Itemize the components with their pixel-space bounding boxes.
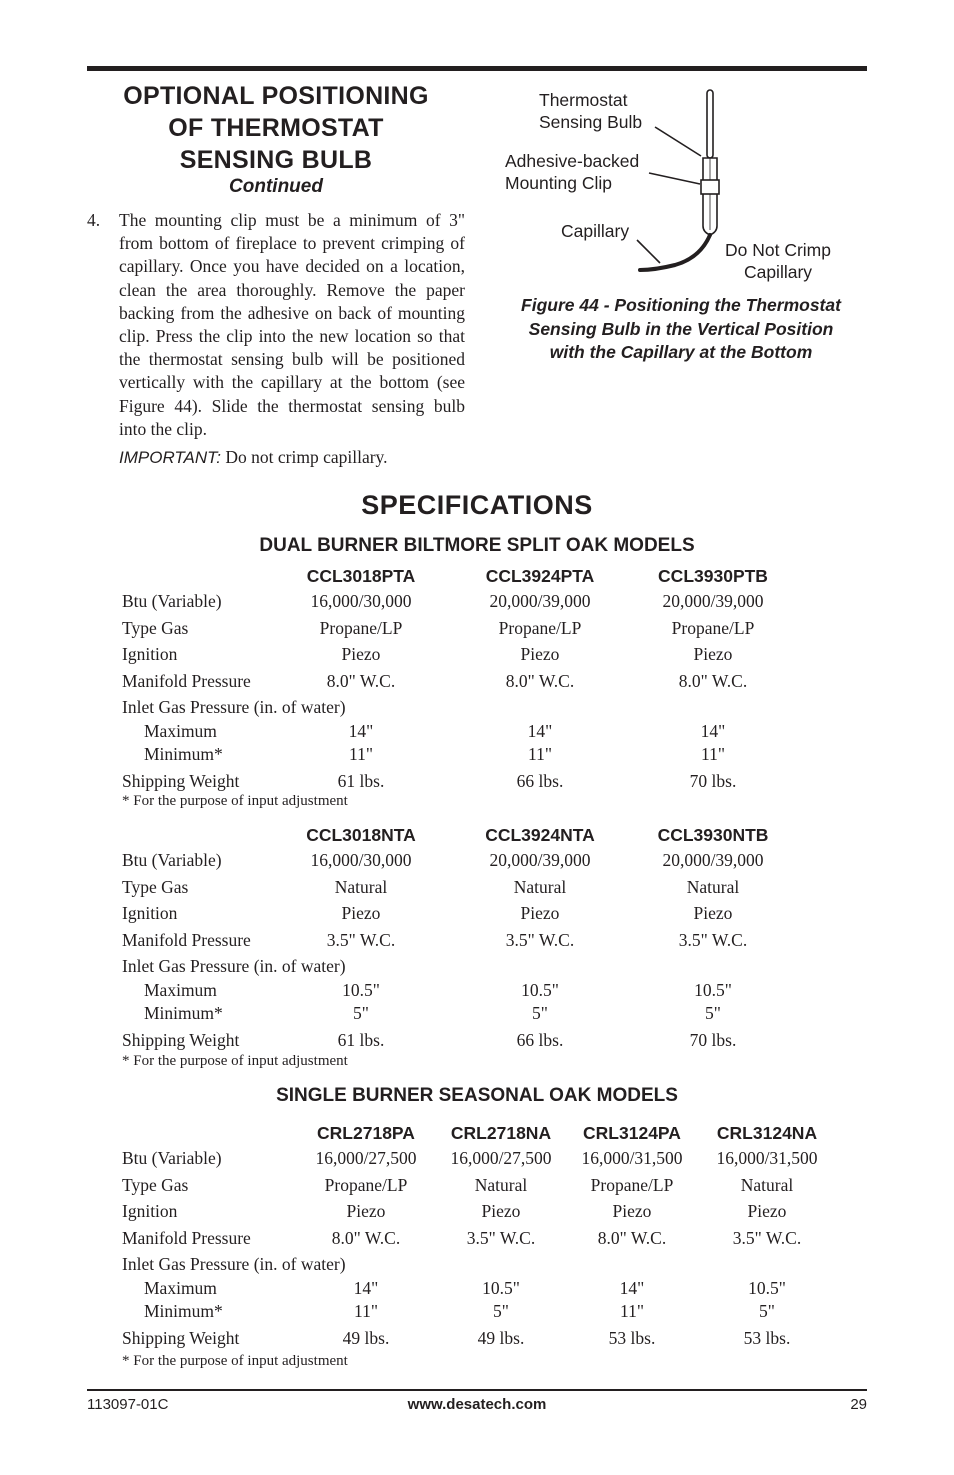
bulb-label-line: Thermostat <box>539 90 628 110</box>
table-cell: Piezo <box>693 903 733 923</box>
table-cell: 14" <box>348 720 374 741</box>
table-cell: 11" <box>620 1301 644 1321</box>
table-cell: 14" <box>353 1277 379 1298</box>
crimp-label <box>725 239 831 283</box>
table-cell: 14" <box>527 720 553 741</box>
capillary-leader-line <box>637 240 660 263</box>
model-name: CCL3018PTA <box>306 566 416 586</box>
website-link[interactable]: www.desatech.com <box>407 1396 547 1413</box>
model-name: CCL3018NTA <box>306 825 416 845</box>
model-name: CCL3930PTB <box>658 566 768 586</box>
spec-table-dual-propane <box>122 565 842 795</box>
row-label: Ignition <box>122 903 178 923</box>
row-label: Inlet Gas Pressure (in. of water) <box>122 697 346 717</box>
table-cell: 20,000/39,000 <box>662 850 764 870</box>
step-number: 4. <box>87 210 101 230</box>
clip-leader-line <box>649 173 700 184</box>
table-cell: 8.0" W.C. <box>505 670 575 691</box>
row-label: Maximum <box>144 1277 217 1298</box>
table-cell: 14" <box>700 720 726 741</box>
capillary-label: Capillary <box>561 221 630 241</box>
table-cell: 49 lbs. <box>342 1327 390 1348</box>
single-burner-title: SINGLE BURNER SEASONAL OAK MODELS <box>276 1085 678 1106</box>
instruction-step-4 <box>87 209 465 441</box>
footer-rule <box>87 1389 867 1391</box>
table-row <box>122 1146 842 1173</box>
table-cell: 8.0" W.C. <box>331 1227 401 1248</box>
crimp-label-line: Do Not Crimp <box>725 240 831 260</box>
table-cell: 16,000/30,000 <box>310 591 412 611</box>
table-cell: 8.0" W.C. <box>326 670 396 691</box>
model-name: CRL2718PA <box>317 1123 415 1143</box>
table-cell: 10.5" <box>748 1277 786 1298</box>
section-title-line: OF THERMOSTAT <box>168 114 384 142</box>
model-name: CRL3124NA <box>716 1123 818 1143</box>
table-row <box>122 669 842 696</box>
model-name: CRL3124PA <box>583 1123 681 1143</box>
model-name: CCL3924NTA <box>485 825 595 845</box>
table-row <box>122 928 842 955</box>
row-label: Btu (Variable) <box>122 850 222 870</box>
row-label: Shipping Weight <box>122 1327 240 1348</box>
bulb-label-line: Sensing Bulb <box>539 112 643 132</box>
clip-label-line: Mounting Clip <box>505 173 612 193</box>
table-cell: 3.5" W.C. <box>505 929 575 950</box>
model-header-row <box>122 1122 842 1146</box>
table-cell: Piezo <box>747 1201 787 1221</box>
row-label: Type Gas <box>122 617 189 638</box>
row-label: Maximum <box>144 979 217 1000</box>
table-row <box>122 875 842 902</box>
document-number: 113097-01C <box>87 1396 169 1413</box>
table-cell: 20,000/39,000 <box>662 591 764 611</box>
table-cell: 53 lbs. <box>743 1327 791 1348</box>
table-cell: Natural <box>474 1174 528 1195</box>
table-row <box>122 589 842 616</box>
table-cell: 10.5" <box>694 979 732 1000</box>
table-row <box>122 978 842 1002</box>
table-row <box>122 1226 842 1253</box>
row-label: Shipping Weight <box>122 770 240 791</box>
table-cell: 20,000/39,000 <box>489 850 591 870</box>
bulb-leader-line <box>655 127 701 156</box>
table-cell: 11" <box>354 1301 378 1321</box>
mounting-clip <box>701 180 719 194</box>
row-label: Btu (Variable) <box>122 591 222 611</box>
table-cell: Piezo <box>520 903 560 923</box>
table-cell: Piezo <box>341 903 381 923</box>
table-row <box>122 954 842 978</box>
step-text: The mounting clip must be a minimum of 3" from bottom of fireplace to prevent crimping of capillary. Once you have decided on a location, clean the area thoroughly. Remove the paper backing from the adhesive on back of mounting clip. Press the clip into the new location so that the thermostat sensing bulb will be positioned vertically with the capillary at the bottom (see Figure 44). Slide the thermostat sensing bulb into the clip. <box>119 210 465 439</box>
table-row <box>122 1276 842 1300</box>
table-row <box>122 1252 842 1276</box>
table-cell: 16,000/27,500 <box>315 1148 417 1168</box>
table-cell: 53 lbs. <box>608 1327 656 1348</box>
table-cell: 66 lbs. <box>516 1029 564 1050</box>
row-label: Inlet Gas Pressure (in. of water) <box>122 956 346 976</box>
specifications-title: SPECIFICATIONS <box>361 490 593 520</box>
caption-line: with the Capillary at the Bottom <box>549 342 813 362</box>
table-row <box>122 1173 842 1200</box>
figure-44 <box>495 80 867 295</box>
table-cell: Piezo <box>481 1201 521 1221</box>
table-cell: Natural <box>513 876 567 897</box>
table-cell: 10.5" <box>521 979 559 1000</box>
important-label: IMPORTANT: <box>119 448 221 467</box>
table-row <box>122 1199 842 1226</box>
table-cell: 70 lbs. <box>689 770 737 791</box>
table-cell: Propane/LP <box>319 617 403 638</box>
table-cell: 49 lbs. <box>477 1327 525 1348</box>
row-label: Minimum* <box>144 1003 223 1023</box>
model-header-row <box>122 565 842 589</box>
table-cell: Piezo <box>341 644 381 664</box>
row-label: Manifold Pressure <box>122 670 251 691</box>
table-cell: 3.5" W.C. <box>326 929 396 950</box>
row-label: Minimum* <box>144 1301 223 1321</box>
bulb-label <box>539 89 642 133</box>
table-cell: 16,000/31,500 <box>716 1148 818 1168</box>
table-row <box>122 1001 842 1028</box>
table-row <box>122 695 842 719</box>
table-cell: 61 lbs. <box>337 1029 385 1050</box>
spec-table-single <box>122 1122 842 1352</box>
table-cell: 70 lbs. <box>689 1029 737 1050</box>
table-row <box>122 769 842 796</box>
table-cell: 11" <box>701 744 725 764</box>
continued-label: Continued <box>229 176 323 197</box>
table-cell: 20,000/39,000 <box>489 591 591 611</box>
table-cell: 5" <box>532 1003 548 1023</box>
table-cell: 5" <box>705 1003 721 1023</box>
table-cell: Natural <box>740 1174 794 1195</box>
table-cell: 3.5" W.C. <box>678 929 748 950</box>
table-cell: 5" <box>493 1301 509 1321</box>
table-cell: 16,000/30,000 <box>310 850 412 870</box>
table-row <box>122 642 842 669</box>
table-row <box>122 1028 842 1055</box>
table-cell: Propane/LP <box>324 1174 408 1195</box>
table-cell: 3.5" W.C. <box>466 1227 536 1248</box>
section-title-line: OPTIONAL POSITIONING <box>123 82 429 110</box>
table-cell: 10.5" <box>482 1277 520 1298</box>
row-label: Inlet Gas Pressure (in. of water) <box>122 1254 346 1274</box>
table-cell: Propane/LP <box>590 1174 674 1195</box>
row-label: Manifold Pressure <box>122 929 251 950</box>
table-cell: Natural <box>686 876 740 897</box>
table-row <box>122 742 842 769</box>
model-header-row <box>122 824 842 848</box>
table-cell: 16,000/27,500 <box>450 1148 552 1168</box>
table-row <box>122 1326 842 1353</box>
row-label: Manifold Pressure <box>122 1227 251 1248</box>
section-title-line: SENSING BULB <box>179 146 373 174</box>
dual-burner-title: DUAL BURNER BILTMORE SPLIT OAK MODELS <box>259 535 695 556</box>
caption-line: Sensing Bulb in the Vertical Position <box>528 318 834 339</box>
table-cell: 3.5" W.C. <box>732 1227 802 1248</box>
footnote: * For the purpose of input adjustment <box>122 1053 348 1069</box>
table-cell: 11" <box>528 744 552 764</box>
table-cell: 14" <box>619 1277 645 1298</box>
footnote: * For the purpose of input adjustment <box>122 1353 348 1369</box>
page-number: 29 <box>850 1396 867 1413</box>
top-rule <box>87 66 867 71</box>
clip-label-line: Adhesive-backed <box>505 151 640 171</box>
row-label: Minimum* <box>144 744 223 764</box>
spec-table-dual-natural <box>122 824 842 1054</box>
table-cell: Propane/LP <box>671 617 755 638</box>
important-text: Do not crimp capillary. <box>221 447 388 467</box>
section-title <box>87 80 465 176</box>
table-cell: 5" <box>353 1003 369 1023</box>
table-cell: 66 lbs. <box>516 770 564 791</box>
model-name: CRL2718NA <box>450 1123 552 1143</box>
bulb-tip <box>707 90 713 158</box>
table-cell: Piezo <box>693 644 733 664</box>
clip-label <box>505 150 639 194</box>
table-row <box>122 616 842 643</box>
footnote: * For the purpose of input adjustment <box>122 793 348 809</box>
row-label: Btu (Variable) <box>122 1148 222 1168</box>
table-cell: 8.0" W.C. <box>597 1227 667 1248</box>
table-row <box>122 1299 842 1326</box>
model-name: CCL3924PTA <box>485 566 595 586</box>
table-cell: Piezo <box>520 644 560 664</box>
model-name: CCL3930NTB <box>657 825 769 845</box>
table-cell: Propane/LP <box>498 617 582 638</box>
table-cell: Natural <box>334 876 388 897</box>
table-row <box>122 901 842 928</box>
table-row <box>122 719 842 743</box>
caption-line: Figure 44 - Positioning the Thermostat <box>521 295 841 315</box>
row-label: Maximum <box>144 720 217 741</box>
important-note <box>119 447 388 468</box>
figure-caption <box>495 294 867 365</box>
table-cell: 5" <box>759 1301 775 1321</box>
crimp-label-line: Capillary <box>743 262 813 282</box>
row-label: Shipping Weight <box>122 1029 240 1050</box>
table-cell: Piezo <box>346 1201 386 1221</box>
table-cell: Piezo <box>612 1201 652 1221</box>
row-label: Ignition <box>122 644 178 664</box>
row-label: Ignition <box>122 1201 178 1221</box>
table-cell: 61 lbs. <box>337 770 385 791</box>
table-cell: 8.0" W.C. <box>678 670 748 691</box>
table-cell: 10.5" <box>342 979 380 1000</box>
row-label: Type Gas <box>122 1174 189 1195</box>
table-cell: 16,000/31,500 <box>581 1148 683 1168</box>
table-cell: 11" <box>349 744 373 764</box>
row-label: Type Gas <box>122 876 189 897</box>
table-row <box>122 848 842 875</box>
